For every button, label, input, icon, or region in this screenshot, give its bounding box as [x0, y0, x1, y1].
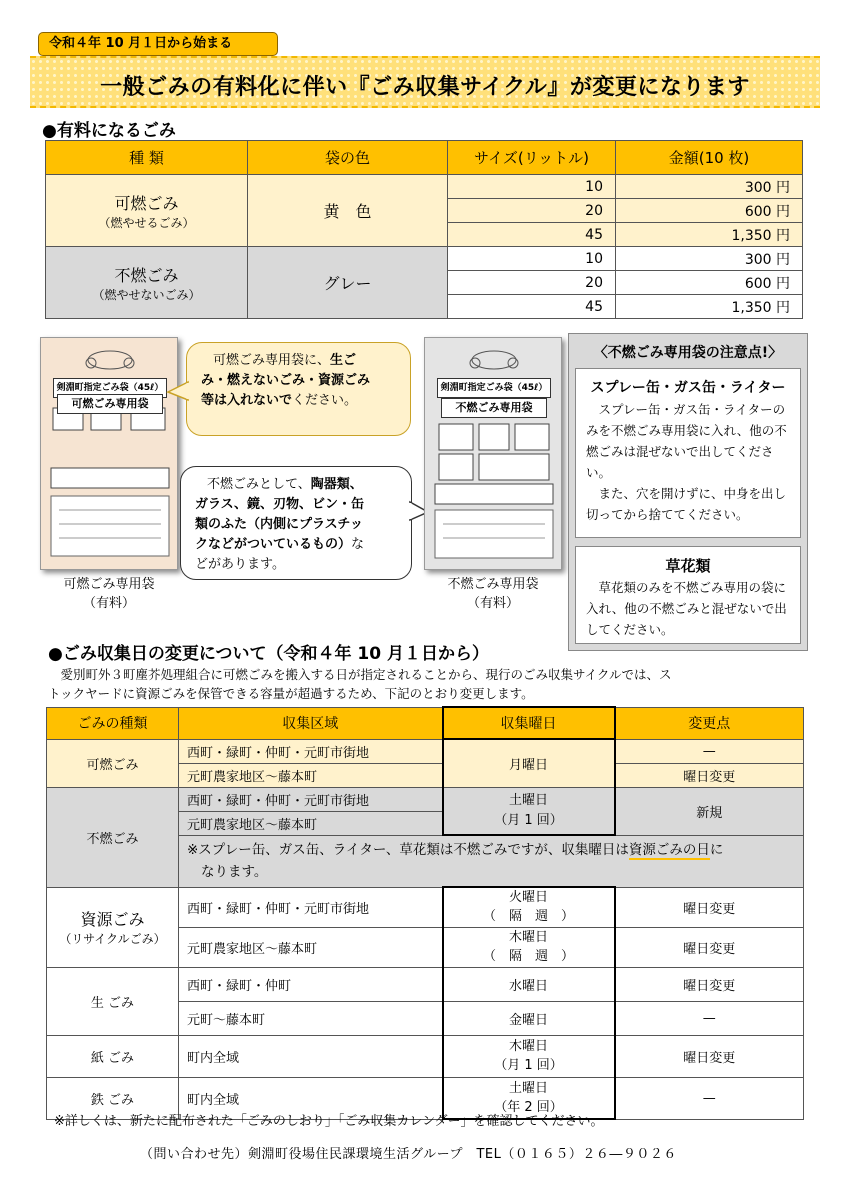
day-line: 木曜日: [508, 1039, 548, 1054]
fee-section-title: ●有料になるごみ: [42, 121, 176, 141]
size-cell: 10: [448, 175, 616, 199]
footnote: ※詳しくは、新たに配布された「ごみのしおり」「ごみ収集カレンダー」を確認してください。: [54, 1114, 604, 1129]
intro-line: トックヤードに資源ごみを保管できる容量が超過するため、下記のとおり変更します。: [48, 686, 534, 701]
table-row: [47, 787, 804, 811]
area-cell: 元町農家地区～藤本町: [179, 811, 443, 835]
day-cell: [443, 1035, 615, 1077]
burnable-bag-image: [40, 337, 178, 570]
bubble-text: どがあります。: [195, 557, 285, 572]
day-line: （月 1 回）: [494, 812, 563, 828]
day-cell: 月曜日: [443, 739, 615, 787]
bubble-text: な: [351, 537, 365, 552]
area-cell: 町内全域: [179, 1035, 443, 1077]
note-text: なります。: [201, 864, 268, 880]
price-cell: 300 円: [616, 247, 803, 271]
nonburnable-note: [179, 835, 804, 887]
bag-drawing-icon: [425, 338, 563, 571]
change-cell: —: [615, 739, 804, 763]
type-cell: 紙 ごみ: [47, 1035, 179, 1077]
area-cell: 西町・緑町・仲町・元町市街地: [179, 887, 443, 927]
day-line: 土曜日: [508, 1080, 548, 1096]
area-cell: 元町農家地区～藤本町: [179, 927, 443, 967]
bubble-bold: 類のふた（内側にプラスチッ: [195, 517, 363, 532]
change-cell: 新規: [615, 787, 804, 835]
area-cell: 西町・緑町・仲町: [179, 967, 443, 1001]
table-row: [46, 247, 803, 271]
bubble-bold: 陶器類、: [310, 477, 363, 492]
note-emphasis: 資源ごみの日: [628, 842, 710, 858]
bubble-text: 不燃ごみとして、: [207, 477, 311, 492]
type-cell: 生 ごみ: [47, 967, 179, 1035]
caption-line: （有料）: [466, 596, 519, 611]
bag-label: 剣淵町指定ごみ袋（45ℓ）: [437, 378, 551, 398]
price-cell: 1,350 円: [616, 223, 803, 247]
bubble-text: ください。: [292, 393, 358, 408]
price-cell: 1,350 円: [616, 295, 803, 319]
fee-header-price: 金額(10 枚): [616, 141, 803, 175]
fee-header-color: 袋の色: [248, 141, 448, 175]
day-line: （月 1 回）: [494, 1058, 563, 1073]
day-line: （ 隔 週 ）: [482, 909, 574, 925]
bubble-text: 可燃ごみ専用袋に、: [213, 353, 331, 368]
bag-drawing-icon: [41, 338, 179, 571]
day-cell: 金曜日: [443, 1001, 615, 1035]
spray-text-2: また、穴を開けずに、中身を出し切ってから捨ててください。: [586, 486, 787, 522]
price-cell: 600 円: [616, 271, 803, 295]
notice-panel: [568, 333, 808, 651]
caption-line: 可燃ごみ専用袋: [63, 577, 155, 592]
day-line: （年 2 回）: [494, 1099, 563, 1115]
bubble-bold: ガラス、鏡、刃物、ビン・缶: [195, 497, 365, 512]
area-cell: 町内全域: [179, 1077, 443, 1119]
area-cell: 西町・緑町・仲町・元町市街地: [179, 739, 443, 763]
plant-notice-box: [575, 546, 801, 644]
change-cell: 曜日変更: [615, 967, 804, 1001]
area-cell: 西町・緑町・仲町・元町市街地: [179, 787, 443, 811]
area-cell: 元町農家地区～藤本町: [179, 763, 443, 787]
caption-line: 不燃ごみ専用袋: [447, 577, 539, 592]
bubble-bold: クなどがついているもの）: [195, 537, 352, 552]
size-cell: 20: [448, 199, 616, 223]
bubble-bold: み・燃えないごみ・資源ごみ: [201, 373, 371, 388]
bubble-bold: 等は入れないで: [201, 393, 293, 408]
notice-title: 〈不燃ごみ専用袋の注意点!〉: [593, 345, 783, 361]
table-row: [47, 967, 804, 1001]
spray-text: スプレー缶・ガス缶・ライターのみを不燃ごみ専用袋に入れ、他の不燃ごみは混ぜないで出してください。: [586, 402, 787, 480]
bubble-pointer-icon: [166, 380, 190, 404]
nonburnable-notice-bubble: [180, 466, 412, 580]
page-title: 一般ごみの有料化に伴い『ごみ収集サイクル』が変更になります: [100, 75, 750, 100]
burnable-bag-caption: [30, 575, 188, 613]
table-row: [47, 1035, 804, 1077]
table-row: [47, 739, 804, 763]
type-sub: （リサイクルごみ）: [59, 932, 166, 946]
col-header-type: ごみの種類: [47, 707, 179, 739]
change-cell: —: [615, 1077, 804, 1119]
title-banner: [30, 56, 820, 108]
nonburnable-name: 不燃ごみ: [114, 265, 179, 285]
size-cell: 10: [448, 247, 616, 271]
collection-table: [46, 706, 804, 1120]
col-header-area: 収集区域: [179, 707, 443, 739]
day-cell: 水曜日: [443, 967, 615, 1001]
price-cell: 300 円: [616, 175, 803, 199]
nonburnable-bag-image: [424, 337, 562, 570]
change-cell: —: [615, 1001, 804, 1035]
price-cell: 600 円: [616, 199, 803, 223]
day-line: 土曜日: [508, 792, 548, 808]
type-cell: 可燃ごみ: [47, 739, 179, 787]
collection-intro: [48, 665, 808, 703]
bag-label: 可燃ごみ専用袋: [57, 394, 163, 414]
type-cell: 不燃ごみ: [47, 787, 179, 887]
collection-section-title: ●ごみ収集日の変更について（令和４年 10 月１日から）: [48, 644, 489, 664]
plant-title: 草花類: [665, 557, 711, 575]
fee-header-type: 種 類: [46, 141, 248, 175]
fee-table: [45, 140, 803, 319]
area-cell: 元町～藤本町: [179, 1001, 443, 1035]
nonburnable-bag-color: グレー: [248, 247, 448, 319]
size-cell: 45: [448, 223, 616, 247]
type-cell: 鉄 ごみ: [47, 1077, 179, 1119]
col-header-change: 変更点: [615, 707, 804, 739]
burnable-name: 可燃ごみ: [114, 193, 179, 213]
day-cell: [443, 927, 615, 967]
bag-label: 剣淵町指定ごみ袋（45ℓ）: [53, 378, 167, 398]
intro-line: 愛別町外３町塵芥処理組合に可燃ごみを搬入する日が指定されることから、現行のごみ収集サイクルでは、ス: [60, 667, 672, 682]
bubble-bold: 生ご: [330, 353, 357, 368]
table-row: [47, 887, 804, 927]
type-cell: [47, 887, 179, 967]
change-cell: 曜日変更: [615, 887, 804, 927]
note-text: ※スプレー缶、ガス缶、ライター、草花類は不燃ごみですが、収集曜日は: [187, 842, 629, 858]
fee-header-size: サイズ(リットル): [448, 141, 616, 175]
burnable-sub: （燃やせるごみ）: [98, 215, 195, 230]
change-cell: 曜日変更: [615, 763, 804, 787]
day-line: 火曜日: [508, 890, 548, 906]
day-line: （ 隔 週 ）: [482, 949, 574, 964]
size-cell: 20: [448, 271, 616, 295]
day-line: 木曜日: [508, 930, 548, 945]
change-cell: 曜日変更: [615, 927, 804, 967]
nonburnable-sub: （燃やせないごみ）: [92, 287, 201, 302]
spray-title: スプレー缶・ガス缶・ライター: [590, 380, 786, 396]
contact-info: （問い合わせ先）剣淵町役場住民課環境生活グループ TEL（０１６５）２６―９０２６: [140, 1147, 677, 1162]
note-text: に: [709, 842, 724, 858]
table-row: [46, 175, 803, 199]
change-cell: 曜日変更: [615, 1035, 804, 1077]
caption-line: （有料）: [82, 596, 135, 611]
spray-notice-box: [575, 368, 801, 538]
burnable-notice-bubble: [186, 342, 411, 436]
burnable-bag-color: 黄 色: [248, 175, 448, 247]
bag-label: 不燃ごみ専用袋: [441, 398, 547, 418]
day-cell: [443, 887, 615, 927]
size-cell: 45: [448, 295, 616, 319]
date-tag: 令和４年 10 月１日から始まる: [38, 32, 278, 56]
day-cell: [443, 787, 615, 835]
col-header-day: 収集曜日: [443, 707, 615, 739]
plant-text: 草花類のみを不燃ごみ専用の袋に入れ、他の不燃ごみと混ぜないで出してください。: [586, 580, 787, 637]
type-name: 資源ごみ: [80, 910, 145, 929]
nonburnable-bag-caption: [414, 575, 572, 613]
